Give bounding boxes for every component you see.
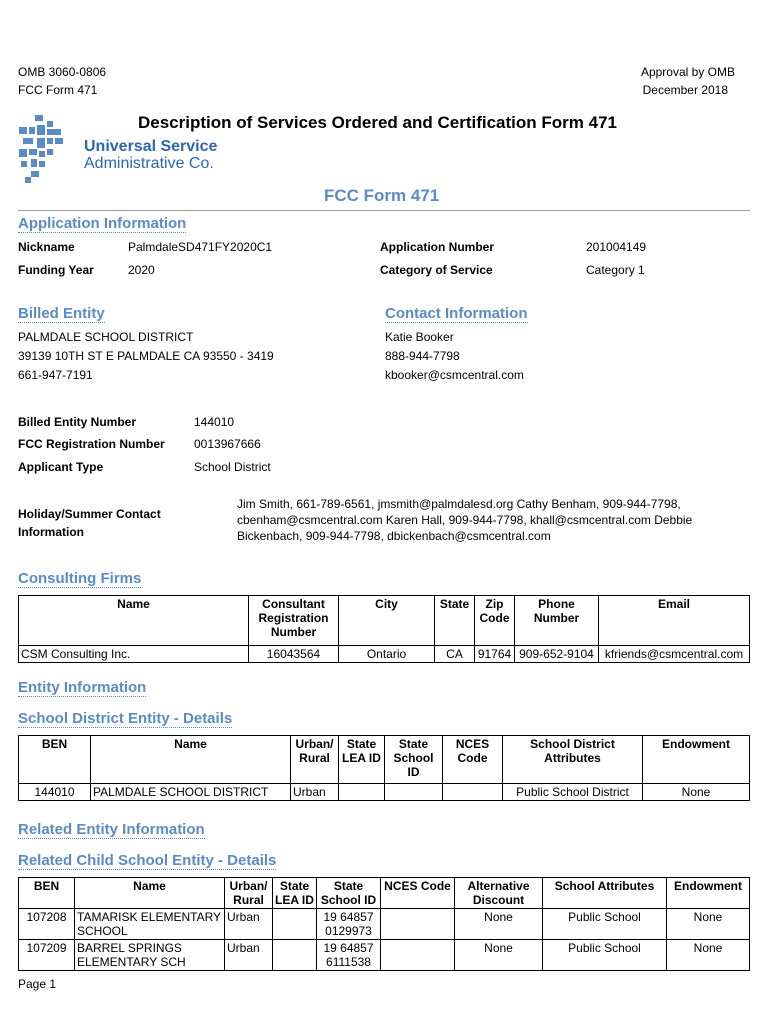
col-lea: State LEA ID [339,736,385,784]
col-alt-discount: Alternative Discount [455,878,543,909]
contact-phone: 888-944-7798 [385,349,460,363]
applicant-type-value: School District [194,460,271,474]
col-state: State [435,596,475,646]
table-row [19,646,750,663]
funding-year-value: 2020 [128,263,155,277]
cell-reg: 16043564 [249,646,339,663]
app-number-value: 201004149 [586,240,647,254]
cell-urban: Urban [225,909,273,940]
fcc-reg-value: 0013967666 [194,437,261,451]
form-subtitle: FCC Form 471 [324,186,440,205]
school-district-table [18,735,750,801]
cell-lea [273,909,317,940]
contact-email: kbooker@csmcentral.com [385,368,524,382]
cell-urban: Urban [291,784,339,801]
cell-phone: 909-652-9104 [515,646,599,663]
col-city: City [339,596,435,646]
col-email: Email [599,596,750,646]
approval-label: Approval by OMB [640,65,735,79]
billed-entity-heading: Billed Entity [18,305,105,322]
application-heading: Application Information [18,215,187,232]
cell-attributes: Public School District [503,784,643,801]
related-heading: Related Entity Information [18,821,205,838]
col-nces: NCES Code [443,736,503,784]
nickname-label: Nickname [18,240,75,254]
col-school-id: State School ID [385,736,443,784]
col-ben: BEN [19,878,75,909]
col-attributes: School District Attributes [503,736,643,784]
consulting-header-row [19,596,750,646]
table-row [19,940,750,971]
cell-ben: 144010 [19,784,91,801]
nickname-value: PalmdaleSD471FY2020C1 [128,240,273,254]
cell-state: CA [435,646,475,663]
col-attributes: School Attributes [543,878,667,909]
col-phone: Phone Number [515,596,599,646]
entity-subheading: School District Entity - Details [18,710,233,727]
cell-nces [443,784,503,801]
cell-zip: 91764 [475,646,515,663]
omb-number: OMB 3060-0806 [18,65,107,79]
funding-year-label: Funding Year [18,263,94,277]
applicant-type-label: Applicant Type [18,460,104,474]
billed-entity-phone: 661-947-7191 [18,368,93,382]
approval-date: December 2018 [642,83,728,97]
col-zip: Zip Code [475,596,515,646]
cell-name: PALMDALE SCHOOL DISTRICT [91,784,291,801]
contact-name: Katie Booker [385,330,454,344]
table-row [19,784,750,801]
table-row [19,909,750,940]
cell-email: kfriends@csmcentral.com [599,646,750,663]
page-title: Description of Services Ordered and Certification Form 471 [138,113,617,132]
billed-entity-name: PALMDALE SCHOOL DISTRICT [18,330,194,344]
col-reg: Consultant Registration Number [249,596,339,646]
title-divider [18,210,750,211]
cell-city: Ontario [339,646,435,663]
usac-logo-icon [17,113,67,185]
cell-name: CSM Consulting Inc. [19,646,249,663]
billed-entity-address: 39139 10TH ST E PALMDALE CA 93550 - 3419 [18,349,274,363]
cell-alt-discount: None [455,940,543,971]
holiday-line1: Jim Smith, 661-789-6561, jmsmith@palmdalesd.org Cathy Benham, 909-944-7798, [237,497,681,511]
cell-lea [273,940,317,971]
consulting-heading: Consulting Firms [18,570,142,587]
entity-heading: Entity Information [18,679,147,696]
col-endowment: Endowment [643,736,750,784]
col-urban: Urban/ Rural [291,736,339,784]
cell-attributes: Public School [543,909,667,940]
cell-endowment: None [667,909,750,940]
holiday-line3: Bickenbach, 909-944-7798, dbickenbach@csmcentral.com [237,529,551,543]
cell-ben: 107209 [19,940,75,971]
cell-school-id: 19 64857 0129973 [317,909,381,940]
col-school-id: State School ID [317,878,381,909]
billed-number-label: Billed Entity Number [18,415,137,429]
category-value: Category 1 [586,263,645,277]
holiday-contact-value [237,496,692,544]
cell-urban: Urban [225,940,273,971]
col-name: Name [91,736,291,784]
cell-endowment: None [643,784,750,801]
col-endowment: Endowment [667,878,750,909]
category-label: Category of Service [380,263,493,277]
cell-school-id [385,784,443,801]
cell-name: TAMARISK ELEMENTARY SCHOOL [75,909,225,940]
related-header-row [19,878,750,909]
logo-line1: Universal Service [84,138,218,155]
cell-alt-discount: None [455,909,543,940]
related-subheading: Related Child School Entity - Details [18,852,277,869]
cell-lea [339,784,385,801]
consulting-table [18,595,750,663]
col-urban: Urban/ Rural [225,878,273,909]
holiday-label-line2: Information [18,525,84,539]
related-school-table [18,877,750,971]
page-number: Page 1 [18,977,57,991]
col-nces: NCES Code [381,878,455,909]
logo-line2: Administrative Co. [84,155,214,172]
cell-endowment: None [667,940,750,971]
fcc-reg-label: FCC Registration Number [18,437,165,451]
col-ben: BEN [19,736,91,784]
app-number-label: Application Number [380,240,495,254]
cell-ben: 107208 [19,909,75,940]
col-name: Name [75,878,225,909]
holiday-label-line1: Holiday/Summer Contact [18,507,161,521]
col-name: Name [19,596,249,646]
cell-attributes: Public School [543,940,667,971]
col-lea: State LEA ID [273,878,317,909]
contact-heading: Contact Information [385,305,528,322]
cell-nces [381,909,455,940]
billed-number-value: 144010 [194,415,235,429]
cell-school-id: 19 64857 6111538 [317,940,381,971]
district-header-row [19,736,750,784]
holiday-contact-label [18,505,161,541]
cell-nces [381,940,455,971]
cell-name: BARREL SPRINGS ELEMENTARY SCH [75,940,225,971]
holiday-line2: cbenham@csmcentral.com Karen Hall, 909-944-7798, khall@csmcentral.com Debbie [237,513,693,527]
form-number: FCC Form 471 [18,83,98,97]
